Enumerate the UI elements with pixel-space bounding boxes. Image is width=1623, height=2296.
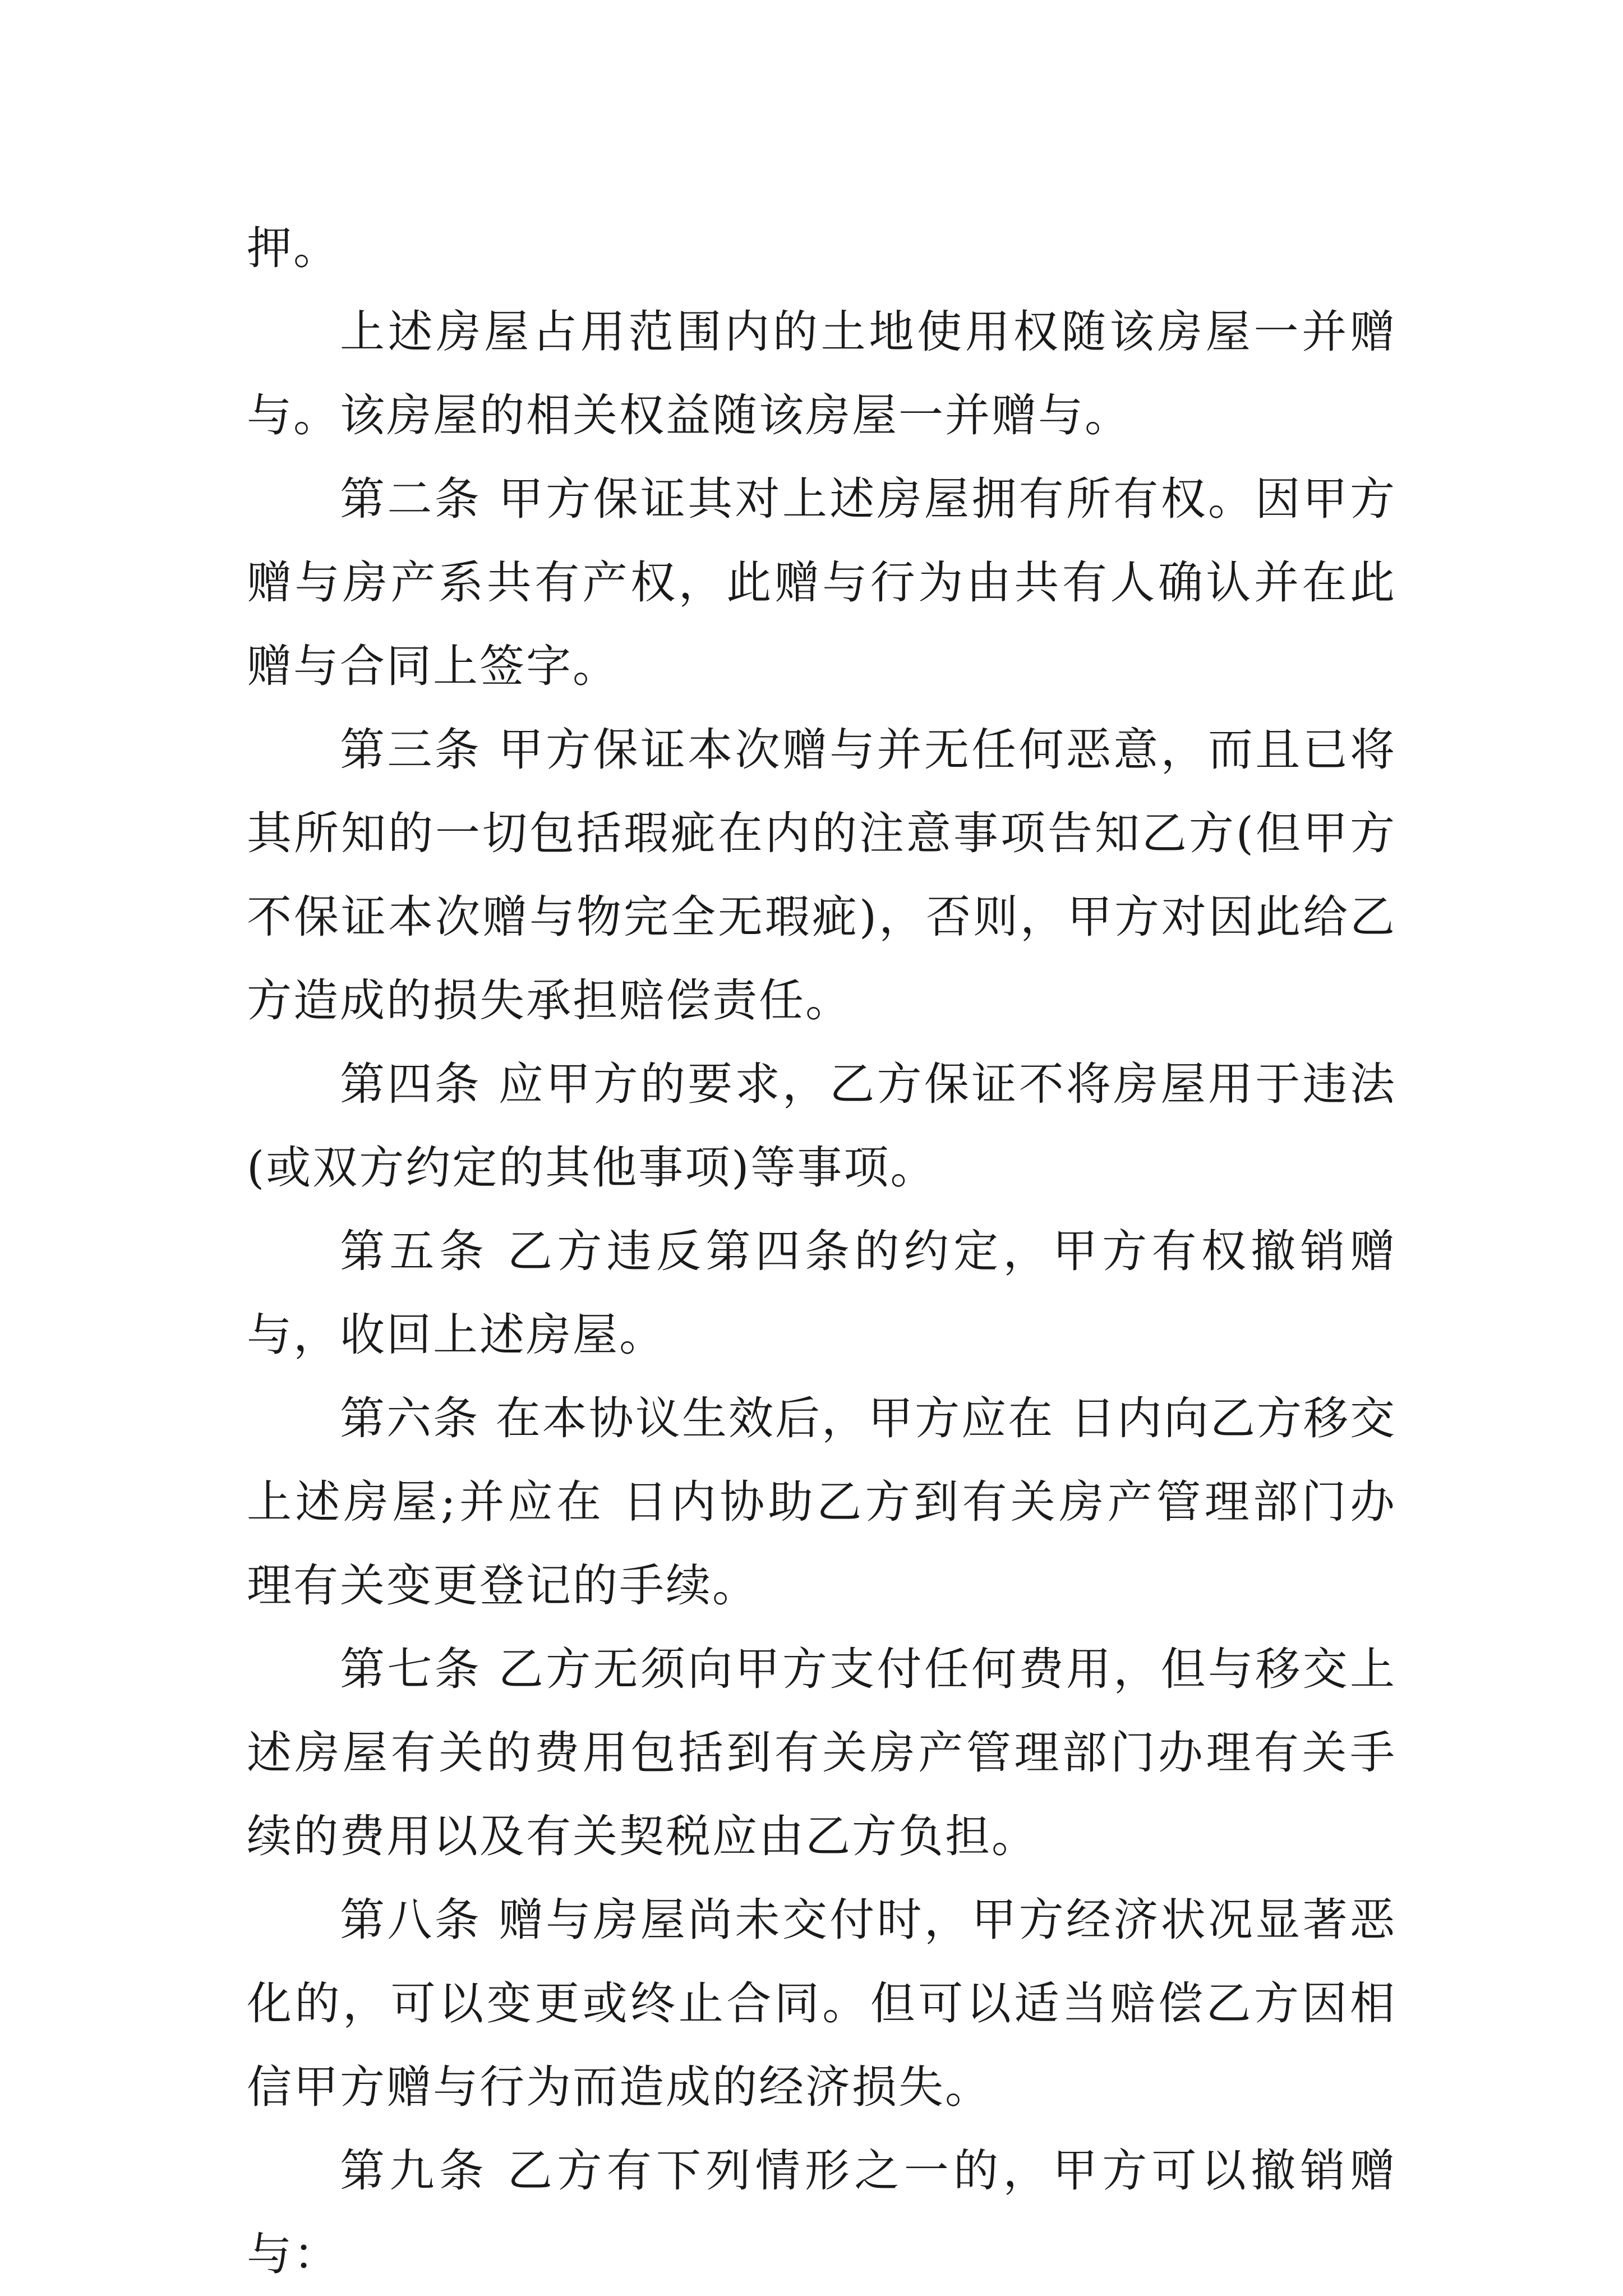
paragraph-article-7: 第七条 乙方无须向甲方支付任何费用，但与移交上述房屋有关的费用包括到有关房产管理部门办理有关手续的费用以及有关契税应由乙方负担。 <box>247 1643 1396 1862</box>
document-body <box>247 206 1396 2296</box>
paragraph-continuation: 押。 <box>247 222 340 274</box>
paragraph-article-9: 第九条 乙方有下列情形之一的，甲方可以撤销赠与： <box>247 2145 1396 2280</box>
paragraph-article-6: 第六条 在本协议生效后，甲方应在 日内向乙方移交上述房屋;并应在 日内协助乙方到有关房产管理部门办理有关变更登记的手续。 <box>247 1392 1396 1612</box>
paragraph-article-2: 第二条 甲方保证其对上述房屋拥有所有权。因甲方赠与房产系共有产权，此赠与行为由共有人确认并在此赠与合同上签字。 <box>247 473 1396 692</box>
paragraph-article-8: 第八条 赠与房屋尚未交付时，甲方经济状况显著恶化的，可以变更或终止合同。但可以适当赔偿乙方因相信甲方赠与行为而造成的经济损失。 <box>247 1894 1396 2113</box>
paragraph-article-3: 第三条 甲方保证本次赠与并无任何恶意，而且已将其所知的一切包括瑕疵在内的注意事项告知乙方(但甲方不保证本次赠与物完全无瑕疵)，否则，甲方对因此给乙方造成的损失承担赔偿责任。 <box>247 724 1396 1027</box>
paragraph-article-5: 第五条 乙方违反第四条的约定，甲方有权撤销赠与，收回上述房屋。 <box>247 1225 1396 1361</box>
paragraph-land-use-right: 上述房屋占用范围内的土地使用权随该房屋一并赠与。该房屋的相关权益随该房屋一并赠与。 <box>247 306 1396 441</box>
paragraph-article-4: 第四条 应甲方的要求，乙方保证不将房屋用于违法(或双方约定的其他事项)等事项。 <box>247 1058 1396 1194</box>
